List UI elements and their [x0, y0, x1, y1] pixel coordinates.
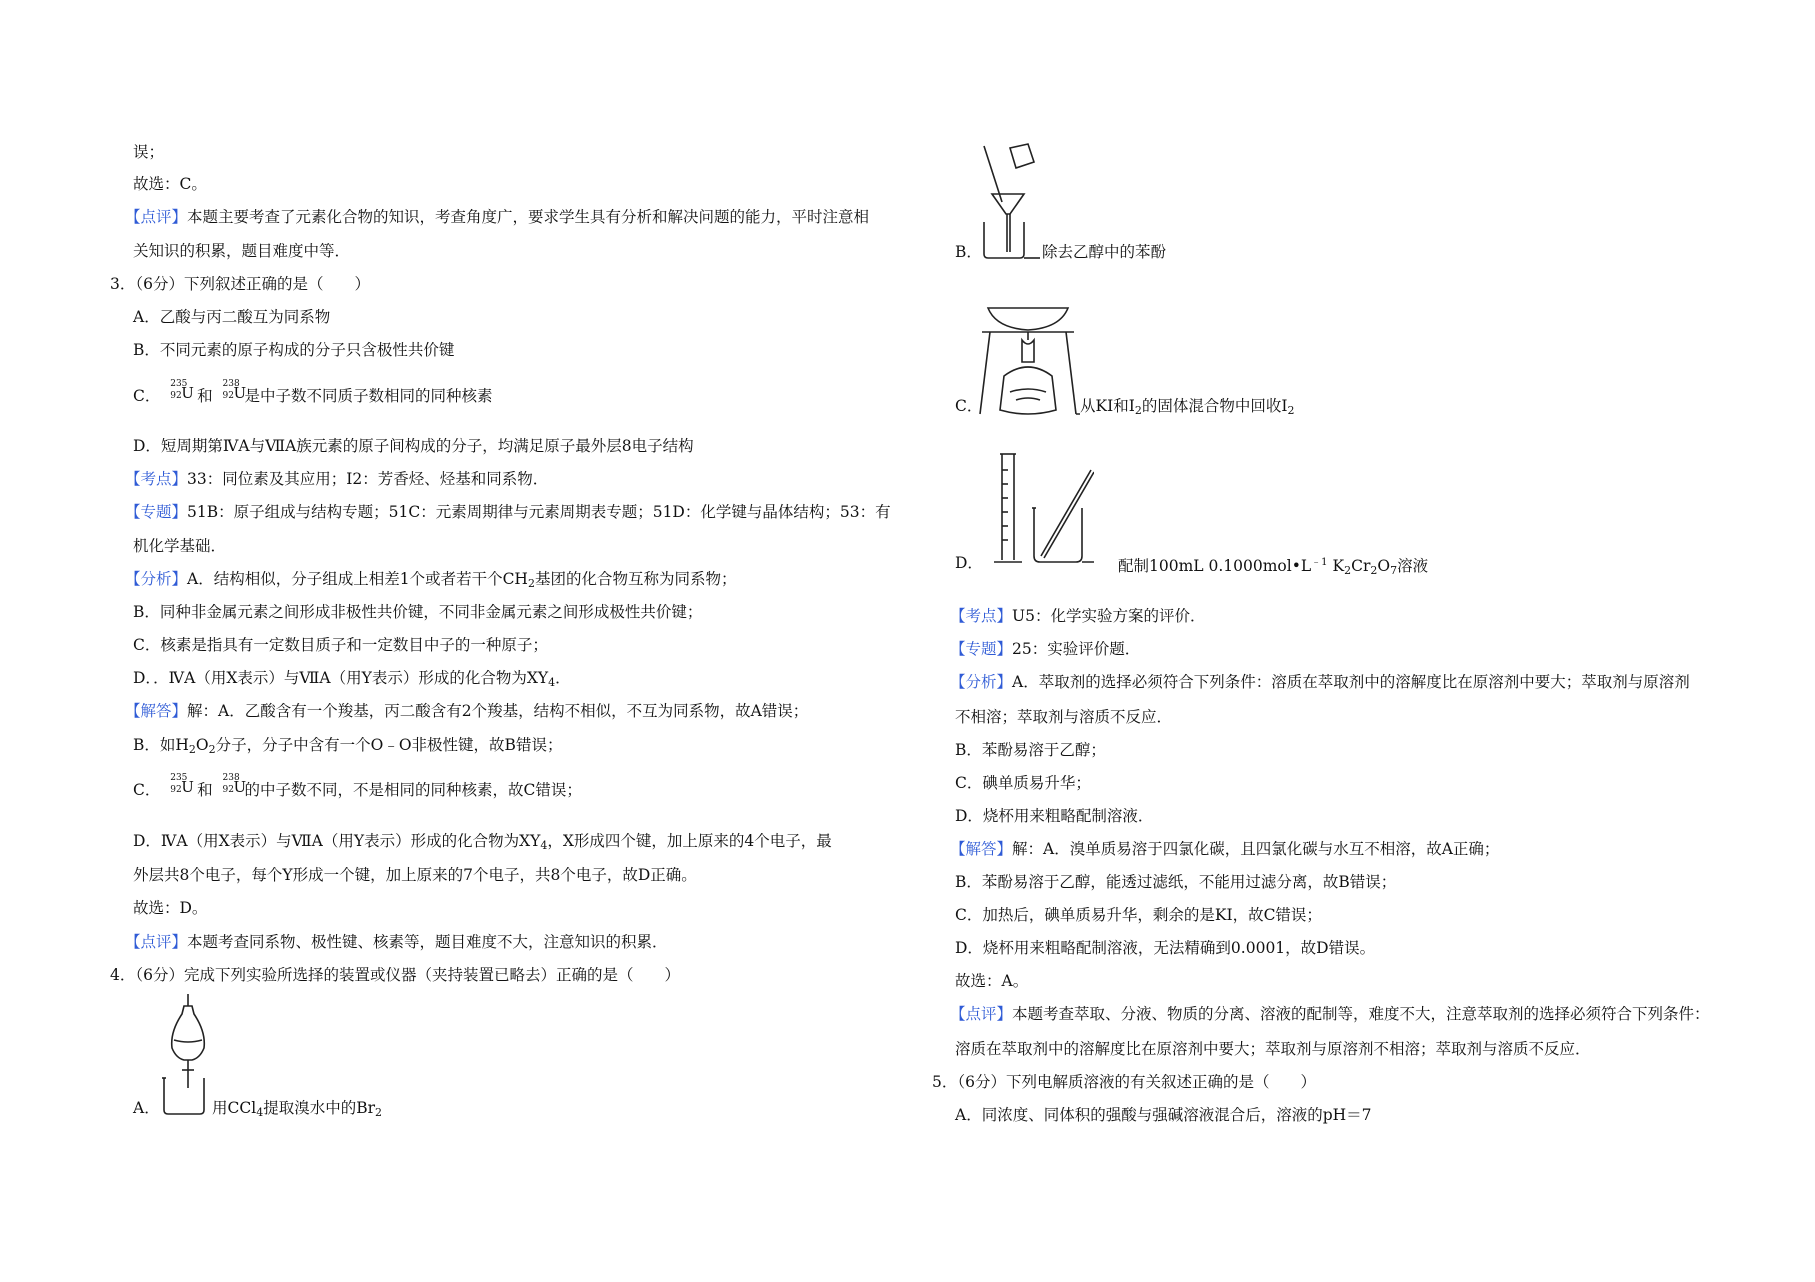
text-line: 故选：A。 — [955, 972, 1029, 990]
text-line: 溶质在萃取剂中的溶解度比在原溶剂中要大；萃取剂与原溶剂不相溶；萃取剂与溶质不反应． — [955, 1040, 1591, 1058]
text-line: D．．ⅣA（用X表示）与ⅦA（用Y表示）形成的化合物为$XY_4$． — [133, 669, 571, 689]
option-b-caption: 除去乙醇中的苯酚 — [1042, 243, 1167, 261]
dianping-tag: 【点评】 — [950, 1005, 1013, 1023]
text-line: B．如$H_2O_2$分子，分子中含有一个O﹣O非极性键，故B错误； — [133, 736, 563, 756]
question-4-title: 4．（6分）完成下列实验所选择的装置或仪器（夹持装置已略去）正确的是（ ） — [110, 966, 680, 984]
option-d-caption: 配制100mL $0.1000mol•L^{﹣1}$ $K_2Cr_2O_7$溶液 — [1118, 557, 1429, 577]
jieda-tag: 【解答】 — [950, 840, 1013, 858]
option-c: C． 235 92 U 和 238 92 U 是中子数不同质子数相同的同种核素 — [133, 379, 493, 405]
jieda: 【解答】解：A．溴单质易溶于四氯化碳，且四氯化碳与水互不相溶，故A正确； — [950, 840, 1500, 858]
dianping-tag: 【点评】 — [125, 933, 188, 951]
jieda-tag: 【解答】 — [125, 702, 188, 720]
option-a: A．乙酸与丙二酸互为同系物 — [133, 308, 331, 326]
text-line: 关知识的积累，题目难度中等． — [133, 242, 351, 260]
option-b-label: B． — [955, 243, 982, 261]
option-c-caption: 从KI和$I_2$的固体混合物中回收$I_2$ — [1080, 397, 1295, 417]
dianping: 【点评】本题考查萃取、分液、物质的分离、溶液的配制等，难度不大，注意萃取剂的选择必须符合下列条件： — [950, 1005, 1710, 1023]
zhuanti: 【专题】25：实验评价题． — [950, 640, 1141, 658]
filtration-apparatus — [980, 142, 1040, 260]
zhuanti: 【专题】51B：原子组成与结构专题；51C：元素周期律与元素周期表专题；51D：化学键与晶体结构；53：有 — [125, 503, 891, 521]
heating-apparatus — [976, 300, 1080, 418]
solution-prep-apparatus — [990, 450, 1094, 570]
text-line: D．烧杯用来粗略配制溶液，无法精确到0.0001，故D错误。 — [955, 939, 1376, 957]
text-line: B．同种非金属元素之间形成非极性共价键，不同非金属元素之间形成极性共价键； — [133, 603, 703, 621]
kaodian: 【考点】U5：化学实验方案的评价． — [950, 607, 1206, 625]
text-line: D．烧杯用来粗略配制溶液． — [955, 807, 1154, 825]
question-5-title: 5．（6分）下列电解质溶液的有关叙述正确的是（ ） — [932, 1073, 1316, 1091]
option-d: D．短周期第ⅣA与ⅦA族元素的原子间构成的分子，均满足原子最外层8电子结构 — [133, 437, 694, 455]
jieda: 【解答】解：A．乙酸含有一个羧基，丙二酸含有2个羧基，结构不相似，不互为同系物，故A错误； — [125, 702, 809, 720]
zhuanti-tag: 【专题】 — [125, 503, 188, 521]
kaodian-tag: 【考点】 — [125, 470, 188, 488]
text-line: C．碘单质易升华； — [955, 774, 1091, 792]
text-line: C．核素是指具有一定数目质子和一定数目中子的一种原子； — [133, 636, 548, 654]
isotope-u238: 238 92 U — [222, 773, 247, 796]
separatory-funnel-apparatus — [160, 992, 216, 1116]
option-a-caption: 用CCl$_4$提取溴水中的$Br_2$ — [212, 1099, 382, 1119]
option-b: B．不同元素的原子构成的分子只含极性共价键 — [133, 341, 455, 359]
fenxi: 【分析】A．结构相似，分子组成上相差1个或者若干个$CH_2$基团的化合物互称为同系物； — [125, 570, 737, 590]
isotope-u238: 238 92 U — [222, 379, 247, 402]
comment-tag: 【点评】 — [125, 208, 188, 226]
isotope-u235: 235 92 U — [170, 773, 194, 796]
kaodian-tag: 【考点】 — [950, 607, 1013, 625]
text-line: 误； — [133, 143, 165, 161]
option-a: A．同浓度、同体积的强酸与强碱溶液混合后，溶液的pH＝7 — [955, 1106, 1372, 1124]
text-line: D．ⅣA（用X表示）与ⅦA（用Y表示）形成的化合物为$XY_4$，X形成四个键，加上原来的4个电子，最 — [133, 832, 832, 852]
text-line: 机化学基础． — [133, 537, 227, 555]
isotope-u235: 235 92 U — [170, 379, 194, 402]
text-line: C． 235 92 U 和 238 92 U 的中子数不同，不是相同的同种核素，故C错误； — [133, 773, 582, 799]
fenxi-tag: 【分析】 — [125, 570, 188, 588]
text-line: 不相溶；萃取剂与溶质不反应． — [955, 708, 1173, 726]
text-line: B．苯酚易溶于乙醇； — [955, 741, 1106, 759]
option-a-label: A． — [133, 1099, 160, 1117]
fenxi-tag: 【分析】 — [950, 673, 1013, 691]
fenxi: 【分析】A．萃取剂的选择必须符合下列条件：溶质在萃取剂中的溶解度比在原溶剂中要大；萃取剂与原溶剂 — [950, 673, 1690, 691]
question-3-title: 3．（6分）下列叙述正确的是（ ） — [110, 275, 370, 293]
text-line: 外层共8个电子，每个Y形成一个键，加上原来的7个电子，共8个电子，故D正确。 — [133, 866, 697, 884]
dianping: 【点评】本题考查同系物、极性键、核素等，题目难度不大，注意知识的积累． — [125, 933, 668, 951]
text-line: 故选：D。 — [133, 899, 208, 917]
zhuanti-tag: 【专题】 — [950, 640, 1013, 658]
option-d-label: D． — [955, 554, 983, 572]
text-line: C．加热后，碘单质易升华，剩余的是KI，故C错误； — [955, 906, 1322, 924]
option-c-label: C． — [955, 397, 983, 415]
comment-paragraph: 【点评】本题主要考查了元素化合物的知识，考查角度广，要求学生具有分析和解决问题的能力，平时注意相 — [125, 208, 870, 226]
kaodian: 【考点】33：同位素及其应用；I2：芳香烃、烃基和同系物． — [125, 470, 549, 488]
text-line: B．苯酚易溶于乙醇，能透过滤纸，不能用过滤分离，故B错误； — [955, 873, 1397, 891]
text-line: 故选：C。 — [133, 175, 207, 193]
